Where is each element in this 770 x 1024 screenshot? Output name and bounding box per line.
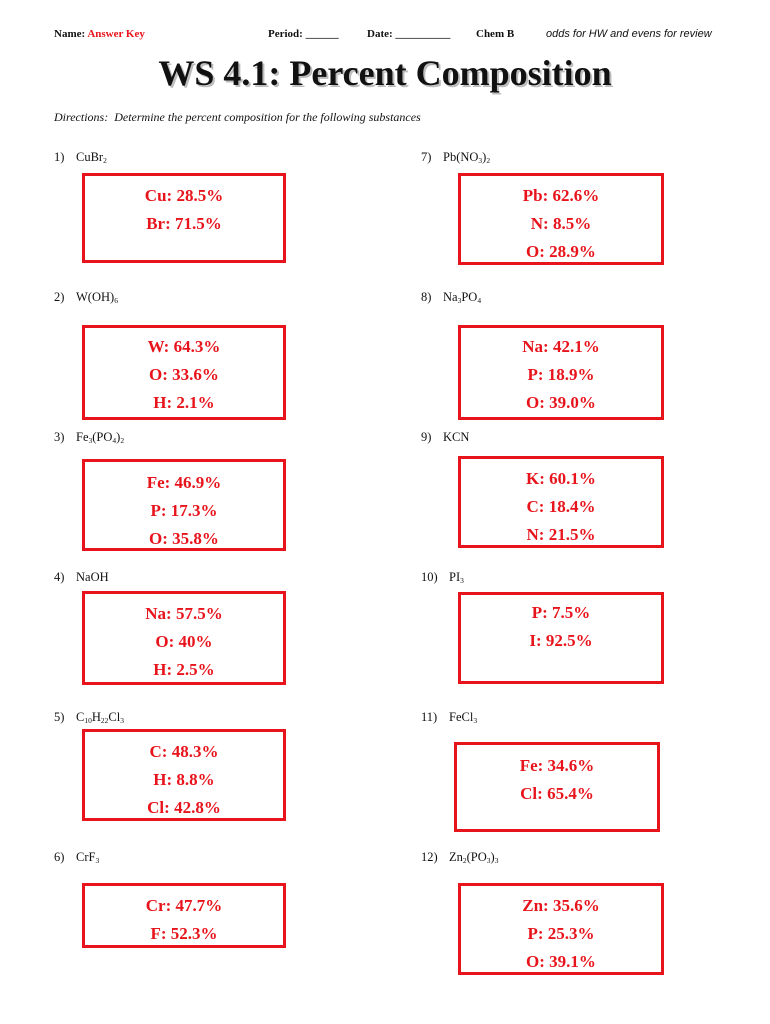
answer-line: Fe: 46.9%: [146, 473, 222, 492]
formula-subscript: 2: [486, 156, 491, 165]
answer-line: F: 52.3%: [150, 924, 218, 943]
answer-line: H: 2.1%: [153, 393, 215, 412]
problem-number: 10): [421, 570, 438, 584]
formula-subscript: 4: [112, 436, 117, 445]
problem-number: 11): [421, 710, 438, 724]
formula-part: Pb(NO: [443, 150, 479, 164]
formula-subscript: 22: [100, 716, 109, 725]
formula-subscript: 3: [457, 296, 462, 305]
formula-subscript: 3: [460, 576, 464, 585]
name-label: Name:: [54, 28, 86, 40]
answer-line: P: 25.3%: [527, 924, 595, 943]
chemical-formula: [76, 850, 99, 864]
problem-8: [421, 290, 481, 305]
chemical-formula: [443, 150, 490, 164]
problem-1: [54, 150, 107, 165]
problem-7: [421, 150, 490, 165]
chemical-formula: [443, 430, 469, 444]
formula-subscript: 3: [494, 856, 499, 865]
formula-part: ): [490, 850, 495, 864]
formula-subscript: 3: [95, 856, 100, 865]
answer-line: N: 8.5%: [530, 214, 592, 233]
formula-part: Zn: [449, 850, 463, 864]
formula-subscript: 3: [473, 716, 478, 725]
formula-part: H: [91, 710, 101, 724]
assignment-note: odds for HW and evens for review: [546, 28, 712, 40]
formula-part: CuBr: [76, 150, 104, 164]
problem-10: [421, 570, 464, 585]
problem-number: 1): [54, 150, 65, 164]
answer-box: [458, 456, 664, 548]
name-field: [54, 28, 145, 40]
formula-subscript: 2: [120, 436, 125, 445]
worksheet-header: [0, 28, 770, 46]
chemical-formula: [76, 570, 109, 584]
answer-box: [82, 173, 286, 263]
answer-line: O: 33.6%: [149, 365, 219, 384]
answer-line: O: 39.1%: [526, 952, 596, 971]
problem-number: 8): [421, 290, 432, 304]
answer-box: [458, 325, 664, 420]
answer-line: O: 39.0%: [526, 393, 596, 412]
formula-subscript: 3: [486, 856, 491, 865]
page-title: WS 4.1: Percent Composition: [158, 53, 612, 93]
chemical-formula: [76, 430, 124, 444]
answer-line: Na: 57.5%: [145, 604, 223, 623]
answer-line: H: 2.5%: [153, 660, 215, 679]
answer-line: O: 28.9%: [526, 242, 596, 261]
answer-line: K: 60.1%: [526, 469, 596, 488]
answer-line: P: 17.3%: [150, 501, 218, 520]
answer-box: [82, 325, 286, 420]
problem-number: 12): [421, 850, 438, 864]
problem-3: [54, 430, 124, 445]
formula-part: (PO: [92, 430, 113, 444]
formula-part: CrF: [76, 850, 96, 864]
class-label: Chem B: [476, 28, 515, 40]
formula-part: PO: [461, 290, 478, 304]
formula-subscript: 3: [120, 716, 124, 725]
answer-line: P: 7.5%: [531, 603, 591, 622]
answer-box: [82, 729, 286, 821]
formula-part: W(OH): [76, 290, 115, 304]
chemical-formula: [443, 290, 481, 304]
formula-part: ): [482, 150, 487, 164]
answer-line: Cr: 47.7%: [145, 896, 223, 915]
answer-line: Br: 71.5%: [146, 214, 222, 233]
answer-line: Na: 42.1%: [522, 337, 600, 356]
answer-line: Zn: 35.6%: [522, 896, 600, 915]
formula-subscript: 3: [88, 436, 93, 445]
answer-line: C: 48.3%: [149, 742, 219, 761]
answer-box: [454, 742, 660, 832]
answer-line: H: 8.8%: [153, 770, 215, 789]
answer-box: [458, 592, 664, 684]
answer-box: [458, 173, 664, 265]
formula-subscript: 2: [103, 156, 107, 165]
problem-9: [421, 430, 469, 445]
date-field: Date: __________: [367, 28, 451, 40]
answer-line: N: 21.5%: [526, 525, 596, 544]
formula-part: ): [116, 430, 121, 444]
directions-label: Directions:: [54, 110, 109, 124]
formula-part: C: [76, 710, 85, 724]
problem-4: [54, 570, 109, 585]
chemical-formula: [76, 150, 107, 164]
answer-box: [82, 459, 286, 551]
formula-part: Na: [443, 290, 458, 304]
answer-line: Cl: 42.8%: [147, 798, 221, 817]
answer-box: [458, 883, 664, 975]
answer-line: P: 18.9%: [527, 365, 595, 384]
problem-12: [421, 850, 498, 865]
problem-11: [421, 710, 477, 725]
answer-line: W: 64.3%: [147, 337, 221, 356]
formula-part: NaOH: [76, 570, 109, 584]
formula-part: (PO: [466, 850, 487, 864]
chemical-formula: [449, 850, 498, 864]
directions: [54, 110, 421, 125]
answer-line: Cu: 28.5%: [144, 186, 224, 205]
problem-number: 5): [54, 710, 65, 724]
problem-number: 6): [54, 850, 65, 864]
answer-line: I: 92.5%: [529, 631, 593, 650]
chemical-formula: [449, 710, 477, 724]
chemical-formula: [76, 290, 118, 304]
chemical-formula: [76, 710, 124, 724]
formula-subscript: 2: [462, 856, 467, 865]
answer-box: [82, 883, 286, 948]
answer-line: O: 40%: [155, 632, 213, 651]
formula-part: FeCl: [449, 710, 474, 724]
problem-2: [54, 290, 118, 305]
answer-line: Pb: 62.6%: [522, 186, 600, 205]
answer-line: Cl: 65.4%: [520, 784, 594, 803]
name-value: Answer Key: [87, 28, 145, 40]
formula-subscript: 4: [477, 296, 482, 305]
chemical-formula: [449, 570, 464, 584]
answer-line: Fe: 34.6%: [519, 756, 595, 775]
problem-5: [54, 710, 124, 725]
period-field: Period: ______: [268, 28, 339, 40]
formula-part: Fe: [76, 430, 89, 444]
answer-box: [82, 591, 286, 685]
problem-number: 4): [54, 570, 65, 584]
formula-subscript: 6: [114, 296, 118, 305]
problem-number: 9): [421, 430, 432, 444]
formula-part: Cl: [108, 710, 121, 724]
formula-part: KCN: [443, 430, 470, 444]
problem-number: 7): [421, 150, 432, 164]
problem-number: 2): [54, 290, 65, 304]
answer-line: C: 18.4%: [526, 497, 596, 516]
problem-number: 3): [54, 430, 65, 444]
formula-subscript: 10: [84, 716, 92, 725]
formula-part: PI: [449, 570, 461, 584]
problem-6: [54, 850, 99, 865]
directions-text: Determine the percent composition for the following substances: [114, 110, 421, 124]
formula-subscript: 3: [478, 156, 483, 165]
answer-line: O: 35.8%: [149, 529, 219, 548]
